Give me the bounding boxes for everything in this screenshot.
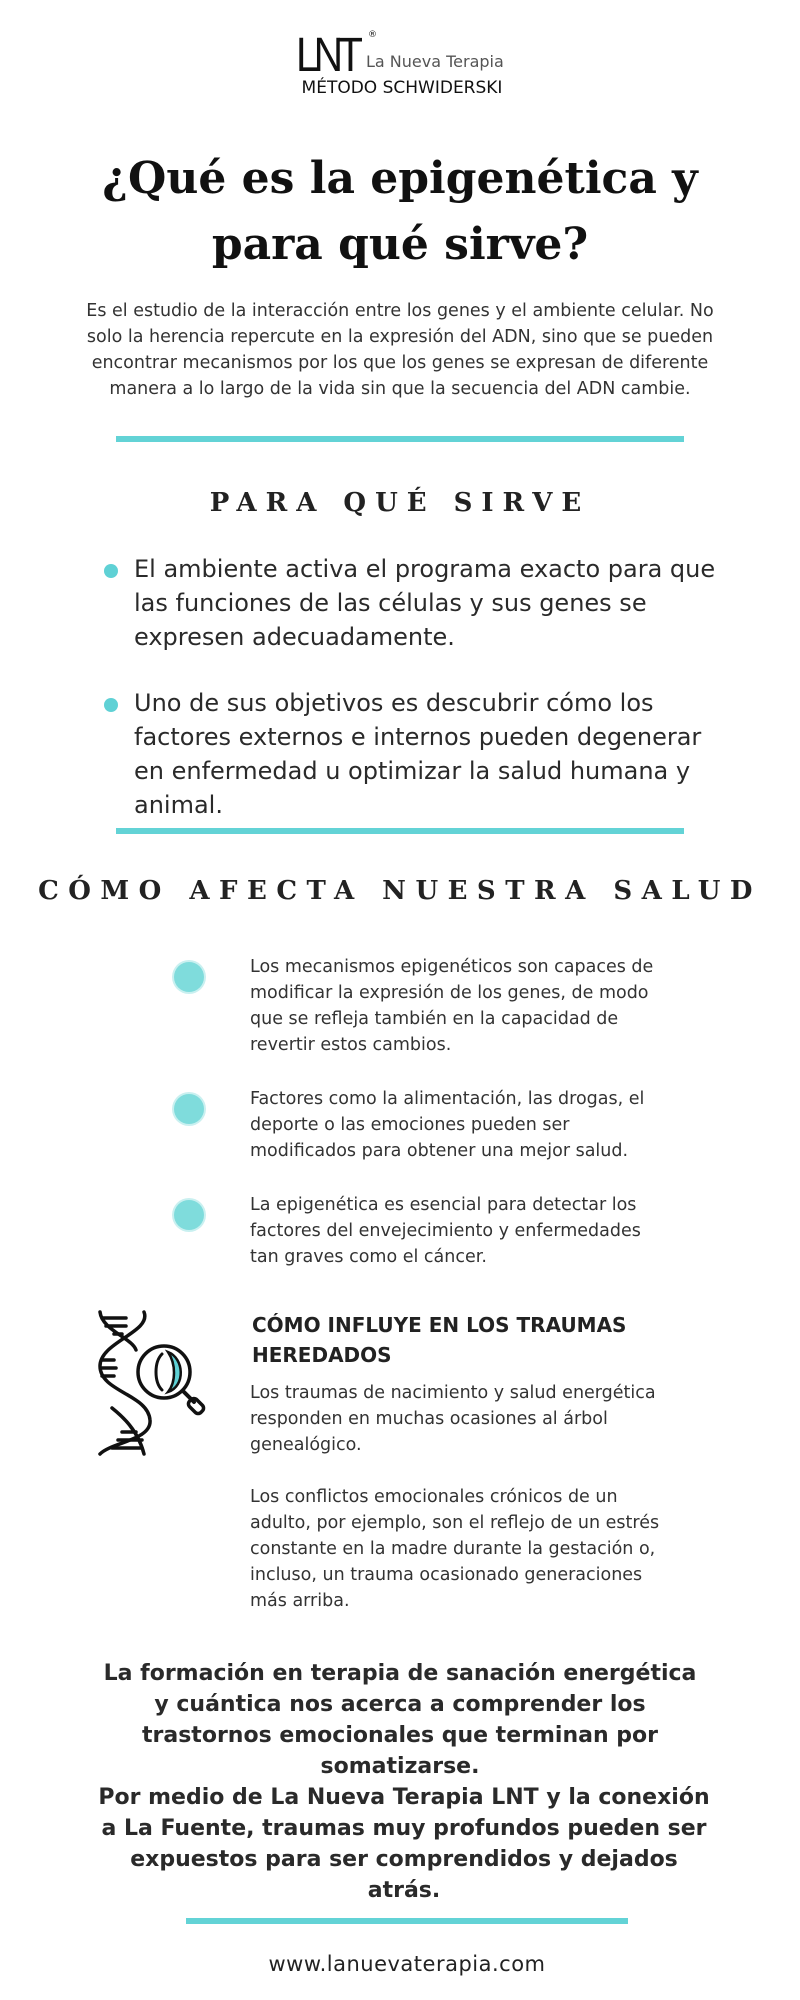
website-link[interactable]: www.lanuevaterapia.com — [268, 1952, 546, 1976]
closing-statement: La formación en terapia de sanación energética y cuántica nos acerca a comprender los trastornos emocionales que terminan por somatizarse. — [103, 1661, 697, 1779]
divider — [186, 1918, 628, 1924]
closing-statement: Por medio de La Nueva Terapia LNT y la conexión a La Fuente, traumas muy profundos pueden ser expuestos para ser comprendidos y dejados atrás. — [98, 1785, 710, 1903]
bullet-dot-icon — [104, 564, 118, 578]
circle-dot-icon — [174, 1094, 204, 1124]
purpose-item-text: Uno de sus objetivos es descubrir cómo los factores externos e internos pueden degenerar en enfermedad u optimizar la salud humana y animal. — [134, 689, 702, 819]
trauma-paragraph: Los traumas de nacimiento y salud energética responden en muchas ocasiones al árbol genealógico. — [250, 1383, 656, 1455]
bullet-dot-icon — [104, 698, 118, 712]
brand-logo — [0, 28, 800, 108]
logo-registered-mark: ® — [368, 30, 377, 40]
divider — [116, 436, 684, 442]
health-item-text: La epigenética es esencial para detectar los factores del envejecimiento y enfermedades tan graves como el cáncer. — [250, 1195, 641, 1267]
health-item-text: Factores como la alimentación, las drogas, el deporte o las emociones pueden ser modificados para obtener una mejor salud. — [250, 1089, 645, 1161]
page-title: ¿Qué es la epigenética y para qué sirve? — [102, 153, 698, 270]
divider — [116, 828, 684, 834]
trauma-heading: CÓMO INFLUYE EN LOS TRAUMAS HEREDADOS — [252, 1313, 627, 1367]
health-heading: CÓMO AFECTA NUESTRA SALUD — [38, 876, 762, 906]
circle-dot-icon — [174, 962, 204, 992]
logo-method: MÉTODO SCHWIDERSKI — [301, 78, 503, 98]
logo-mark: LNT — [296, 29, 358, 82]
circle-dot-icon — [174, 1200, 204, 1230]
health-item-text: Los mecanismos epigenéticos son capaces de modificar la expresión de los genes, de modo que se refleja también en la capacidad de revertir estos cambios. — [250, 957, 654, 1055]
purpose-heading: PARA QUÉ SIRVE — [209, 488, 591, 518]
intro-paragraph: Es el estudio de la interacción entre los genes y el ambiente celular. No solo la herencia repercute en la expresión del ADN, sino que se pueden encontrar mecanismos por los que los genes se expresan de diferente manera a lo largo de la vida sin que la secuencia del ADN cambie. — [86, 301, 714, 399]
dna-magnifier-icon — [92, 1308, 212, 1458]
purpose-item-text: El ambiente activa el programa exacto para que las funciones de las células y sus genes se expresen adecuadamente. — [134, 555, 716, 651]
trauma-paragraph: Los conflictos emocionales crónicos de un adulto, por ejemplo, son el reflejo de un estrés constante en la madre durante la gestación o, incluso, un trauma ocasionado generaciones más arriba. — [250, 1487, 660, 1611]
logo-subtitle: La Nueva Terapia — [366, 52, 504, 71]
